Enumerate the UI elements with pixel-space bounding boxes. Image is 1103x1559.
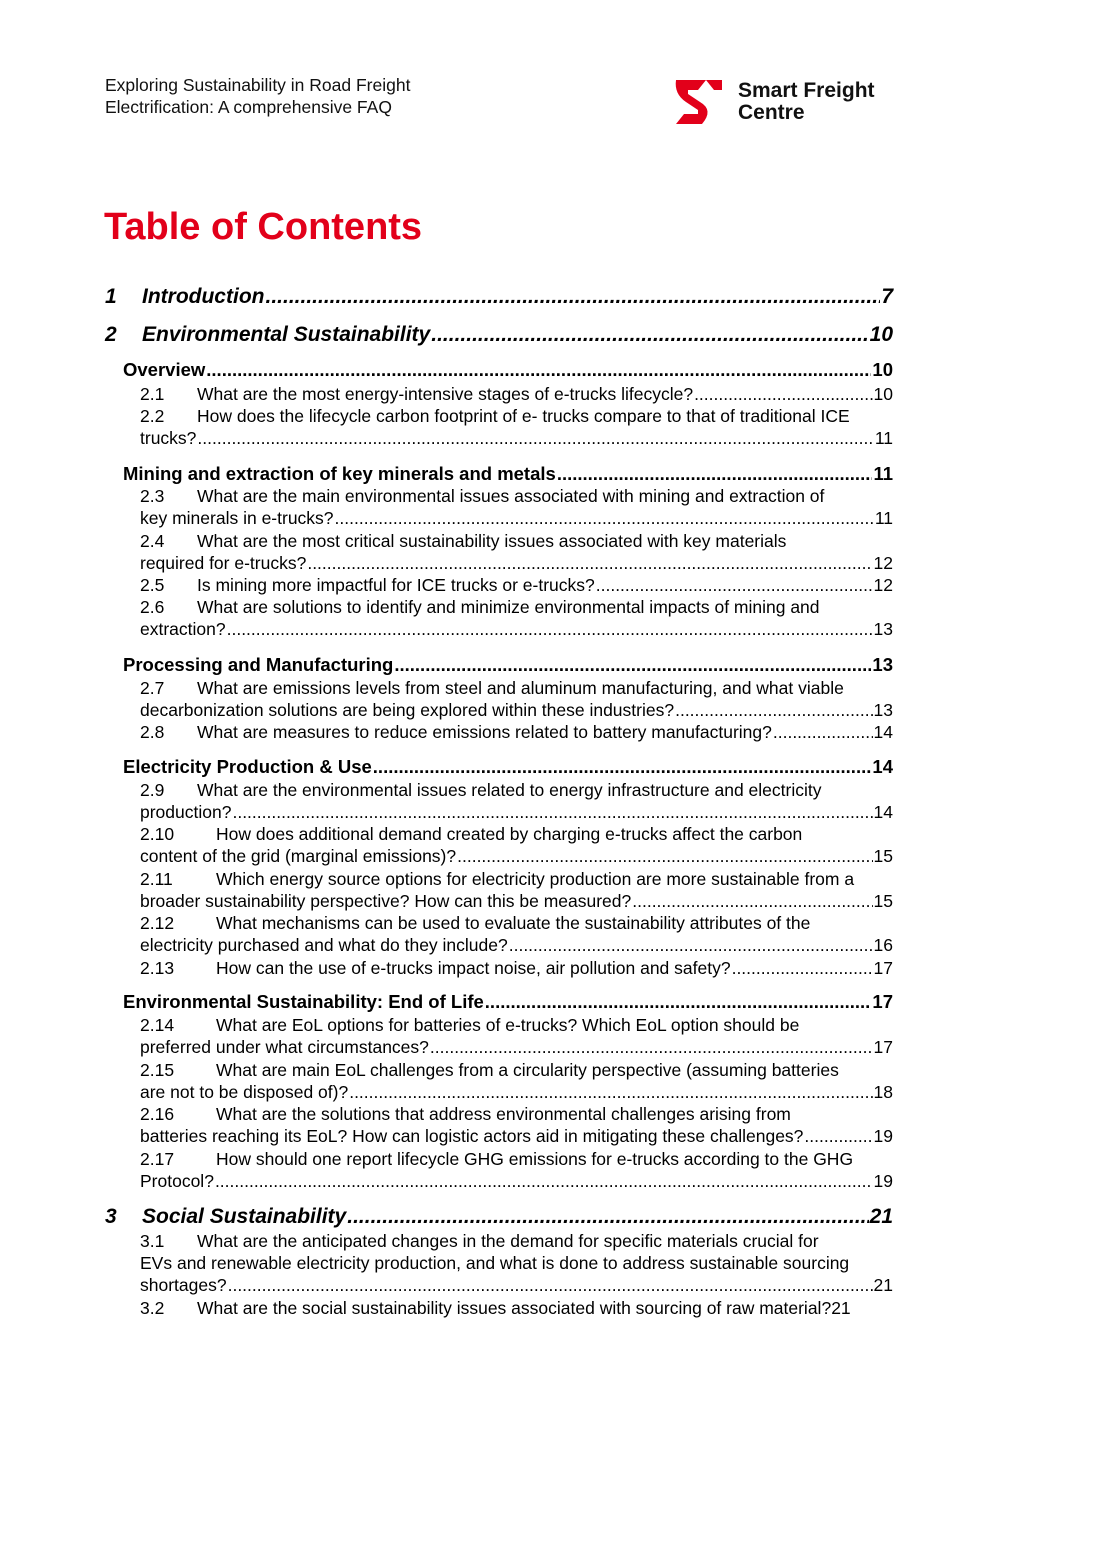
page-number: 17	[873, 1037, 893, 1058]
entry-number: 2.16	[140, 1104, 175, 1124]
entry-text-line-1: How does additional demand created by charging e-trucks affect the carbon	[216, 824, 803, 844]
page-number: 17	[872, 991, 893, 1012]
smart-freight-centre-logo-icon	[674, 78, 724, 126]
entry-text-line-1: How does the lifecycle carbon footprint of e- trucks compare to that of traditional ICE	[197, 406, 850, 426]
entry-text-line-1: What are main EoL challenges from a circularity perspective (assuming batteries	[216, 1060, 839, 1080]
page-number: 11	[874, 428, 893, 449]
entry-number: 2.12	[140, 913, 175, 933]
entry-number: 3.2	[140, 1298, 165, 1318]
entry-text-line-2: required for e-trucks?	[140, 553, 307, 574]
section-title: Environmental Sustainability: End of Life	[123, 991, 484, 1012]
page-number: 21	[869, 1205, 893, 1228]
entry-text-line-1: Which energy source options for electricity production are more sustainable from a	[216, 869, 855, 889]
toc-entry-2-1[interactable]	[140, 383, 893, 405]
document-title-line-1: Exploring Sustainability in Road Freight	[105, 75, 411, 95]
toc-entry-2-2[interactable]	[140, 405, 893, 449]
leader-dots	[349, 1081, 872, 1103]
chapter-title: Social Sustainability	[142, 1205, 347, 1228]
page-number: 13	[873, 619, 893, 640]
entry-text-line-2: electricity purchased and what do they include?	[140, 935, 508, 956]
leader-dots	[773, 721, 873, 743]
toc-entry-2-12[interactable]	[140, 912, 893, 956]
toc-chapter-1[interactable]	[105, 283, 893, 310]
entry-text-line-1: What are the most critical sustainability issues associated with key materials	[197, 531, 787, 551]
entry-text-line-2: trucks?	[140, 428, 197, 449]
entry-text-line-1: What mechanisms can be used to evaluate the sustainability attributes of the	[216, 913, 811, 933]
toc-entry-2-5[interactable]	[140, 574, 893, 596]
toc-section-end-of-life[interactable]	[123, 990, 893, 1013]
page-number: 12	[873, 575, 893, 595]
page-number: 14	[873, 722, 893, 742]
page-number: 7	[881, 285, 893, 308]
toc-entry-2-9[interactable]	[140, 779, 893, 823]
entry-text-line-1: What are solutions to identify and minimize environmental impacts of mining and	[197, 597, 820, 617]
section-title: Overview	[123, 359, 206, 380]
entry-text-line-2: are not to be disposed of)?	[140, 1082, 349, 1103]
entry-text: What are the most energy-intensive stages of e-trucks lifecycle?	[197, 384, 694, 404]
document-title-line-2: Electrification: A comprehensive FAQ	[105, 97, 392, 117]
entry-text-line-1: What are EoL options for batteries of e-trucks? Which EoL option should be	[216, 1015, 800, 1035]
entry-text-line-2: extraction?	[140, 619, 226, 640]
toc-section-processing[interactable]	[123, 653, 893, 676]
leader-dots	[430, 1036, 873, 1058]
entry-number: 2.2	[140, 406, 165, 426]
leader-dots	[596, 574, 873, 596]
section-title: Processing and Manufacturing	[123, 654, 394, 675]
page-number: 19	[873, 1171, 893, 1192]
toc-entry-3-2[interactable]	[140, 1297, 893, 1319]
logo-text	[738, 80, 875, 124]
toc-entry-2-8[interactable]	[140, 721, 893, 743]
leader-dots	[557, 462, 873, 485]
toc-entry-2-16[interactable]	[140, 1103, 893, 1147]
leader-dots	[675, 699, 872, 721]
leader-dots	[347, 1203, 868, 1230]
entry-number: 2.3	[140, 486, 165, 506]
toc-section-mining[interactable]	[123, 462, 893, 485]
page-number: 16	[873, 935, 893, 956]
page-number: 18	[873, 1082, 893, 1103]
chapter-title: Introduction	[142, 285, 265, 308]
entry-text: Is mining more impactful for ICE trucks or e-trucks?	[197, 575, 595, 595]
toc-section-overview[interactable]	[123, 358, 893, 381]
entry-text-line-2: content of the grid (marginal emissions)?	[140, 846, 457, 867]
toc-entry-2-14[interactable]	[140, 1014, 893, 1058]
entry-text-line-2: production?	[140, 802, 232, 823]
page-number: 10	[869, 323, 893, 346]
toc-entry-2-10[interactable]	[140, 823, 893, 867]
toc-entry-2-15[interactable]	[140, 1059, 893, 1103]
entry-number: 2.4	[140, 531, 165, 551]
toc-chapter-3[interactable]	[105, 1203, 893, 1230]
toc-entry-2-17[interactable]	[140, 1148, 893, 1192]
entry-number: 2.6	[140, 597, 165, 617]
page-number: 10	[872, 359, 893, 380]
entry-text-line-1: What are the environmental issues related to energy infrastructure and electricity	[197, 780, 822, 800]
leader-dots	[206, 358, 871, 381]
entry-text: How can the use of e-trucks impact noise, air pollution and safety?	[216, 958, 731, 978]
entry-number: 2.1	[140, 384, 165, 404]
entry-number: 2.14	[140, 1015, 175, 1035]
entry-text-line-2: preferred under what circumstances?	[140, 1037, 429, 1058]
entry-text-line-2: Protocol?	[140, 1171, 214, 1192]
page-number: 15	[873, 846, 893, 867]
logo-text-line-2: Centre	[738, 101, 805, 124]
leader-dots	[457, 845, 872, 867]
leader-dots	[197, 427, 873, 449]
toc-entry-2-3[interactable]	[140, 485, 893, 529]
entry-number: 2.10	[140, 824, 175, 844]
page-number: 14	[873, 802, 893, 823]
leader-dots	[485, 990, 872, 1013]
leader-dots	[335, 507, 874, 529]
leader-dots	[804, 1125, 872, 1147]
document-header-title	[105, 74, 410, 118]
leader-dots	[732, 957, 873, 979]
toc-entry-2-4[interactable]	[140, 530, 893, 574]
entry-text-line-2: decarbonization solutions are being explored within these industries?	[140, 700, 675, 721]
leader-dots	[215, 1170, 873, 1192]
leader-dots	[265, 283, 880, 310]
entry-number: 2.17	[140, 1149, 175, 1169]
entry-number: 2.13	[140, 958, 175, 978]
entry-number: 2.8	[140, 722, 165, 742]
leader-dots	[632, 890, 872, 912]
section-title: Electricity Production & Use	[123, 756, 372, 777]
toc-entry-2-7[interactable]	[140, 677, 893, 721]
entry-number: 2.7	[140, 678, 165, 698]
entry-text-line-2: batteries reaching its EoL? How can logistic actors aid in mitigating these challenges?	[140, 1126, 804, 1147]
leader-dots	[431, 321, 868, 348]
toc-entry-2-13[interactable]	[140, 957, 893, 979]
page-number: 21	[831, 1298, 851, 1318]
leader-dots	[228, 1274, 873, 1296]
page-number: 12	[873, 553, 893, 574]
entry-text-line-1: What are the solutions that address environmental challenges arising from	[216, 1104, 791, 1124]
leader-dots	[394, 653, 871, 676]
entry-number: 2.5	[140, 575, 165, 595]
entry-number: 2.11	[140, 869, 173, 889]
leader-dots	[307, 552, 872, 574]
page-number: 11	[873, 463, 893, 484]
leader-dots	[509, 934, 873, 956]
toc-chapter-2[interactable]	[105, 321, 893, 348]
entry-text-line-1: What are the anticipated changes in the demand for specific materials crucial for	[197, 1231, 819, 1251]
chapter-number: 1	[105, 285, 117, 308]
leader-dots	[227, 618, 873, 640]
entry-text-line-2: broader sustainability perspective? How can this be measured?	[140, 891, 632, 912]
leader-dots	[373, 755, 872, 778]
page-number: 21	[873, 1275, 893, 1296]
entry-number: 2.15	[140, 1060, 175, 1080]
page-number: 13	[873, 700, 893, 721]
page-number: 15	[873, 891, 893, 912]
page-number: 11	[874, 508, 893, 529]
chapter-title: Environmental Sustainability	[142, 323, 431, 346]
toc-entry-3-1[interactable]	[140, 1230, 893, 1297]
entry-text: What are the social sustainability issues associated with sourcing of raw material?	[197, 1298, 832, 1318]
chapter-number: 3	[105, 1205, 117, 1228]
entry-text-line-2: EVs and renewable electricity production, and what is done to address sustainable sourcing	[140, 1253, 850, 1274]
toc-entry-2-11[interactable]	[140, 868, 893, 912]
section-title: Mining and extraction of key minerals and metals	[123, 463, 556, 484]
logo-text-line-1: Smart Freight	[738, 79, 875, 102]
leader-dots	[694, 383, 872, 405]
toc-entry-2-6[interactable]	[140, 596, 893, 640]
page-number: 19	[873, 1126, 893, 1147]
entry-text-line-1: What are the main environmental issues associated with mining and extraction of	[197, 486, 825, 506]
entry-text-line-1: What are emissions levels from steel and aluminum manufacturing, and what viable	[197, 678, 844, 698]
entry-text: What are measures to reduce emissions related to battery manufacturing?	[197, 722, 772, 742]
toc-section-electricity[interactable]	[123, 755, 893, 778]
page-number: 10	[873, 384, 893, 404]
page-number: 17	[873, 958, 893, 978]
entry-number: 3.1	[140, 1231, 165, 1251]
entry-text-line-1: How should one report lifecycle GHG emissions for e-trucks according to the GHG	[216, 1149, 854, 1169]
leader-dots	[232, 801, 872, 823]
page-number: 14	[872, 756, 893, 777]
entry-text-line-2: key minerals in e-trucks?	[140, 508, 334, 529]
entry-text-line-3: shortages?	[140, 1275, 227, 1296]
page-number: 13	[872, 654, 893, 675]
toc-heading: Table of Contents	[104, 206, 423, 248]
smart-freight-centre-logo	[674, 78, 894, 126]
chapter-number: 2	[105, 323, 117, 346]
entry-number: 2.9	[140, 780, 165, 800]
